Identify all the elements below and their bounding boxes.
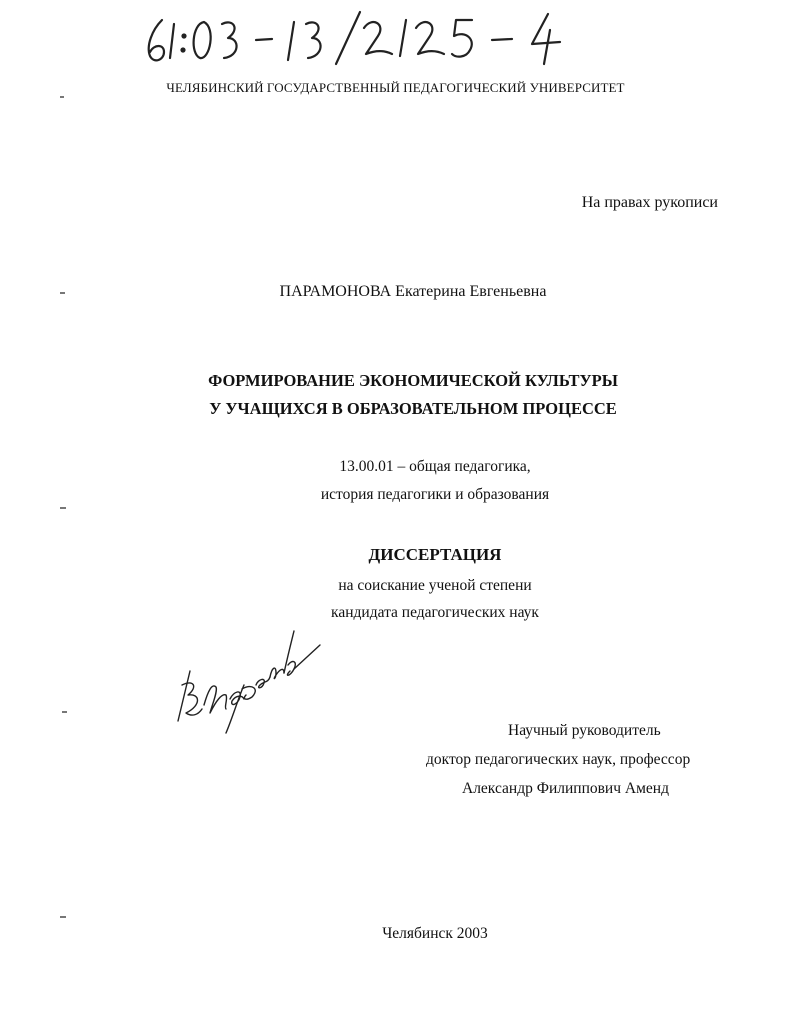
thesis-title-line-1: ФОРМИРОВАНИЕ ЭКОНОМИЧЕСКОЙ КУЛЬТУРЫ <box>208 371 618 390</box>
specialty-code-line: 13.00.01 – общая педагогика, <box>339 458 531 475</box>
scan-mark <box>60 96 64 98</box>
scan-mark <box>62 711 67 713</box>
manuscript-rights-note: На правах рукописи <box>581 194 718 211</box>
scan-mark <box>60 507 66 509</box>
archive-number-handwritten <box>140 6 570 68</box>
university-name: ЧЕЛЯБИНСКИЙ ГОСУДАРСТВЕННЫЙ ПЕДАГОГИЧЕСКИЙ УНИВЕРСИТЕТ <box>166 80 625 95</box>
scan-mark <box>60 292 65 294</box>
specialty-name-line: история педагогики и образования <box>320 486 550 503</box>
scan-mark <box>60 916 66 918</box>
supervisor-name: Александр Филиппович Аменд <box>462 780 669 797</box>
supervisor-credentials: доктор педагогических наук, профессор <box>426 751 691 768</box>
degree-line-1: на соискание ученой степени <box>338 577 532 594</box>
degree-line-2: кандидата педагогических наук <box>331 604 539 621</box>
author-name: ПАРАМОНОВА Екатерина Евгеньевна <box>279 283 547 300</box>
signature-drawing <box>172 625 322 735</box>
city-year: Челябинск 2003 <box>382 925 488 942</box>
thesis-title-line-2: У УЧАЩИХСЯ В ОБРАЗОВАТЕЛЬНОМ ПРОЦЕССЕ <box>209 399 617 418</box>
archive-number-drawing <box>140 6 570 68</box>
document-type-label: ДИССЕРТАЦИЯ <box>368 545 502 564</box>
author-signature <box>172 625 322 735</box>
supervisor-role: Научный руководитель <box>508 722 661 739</box>
